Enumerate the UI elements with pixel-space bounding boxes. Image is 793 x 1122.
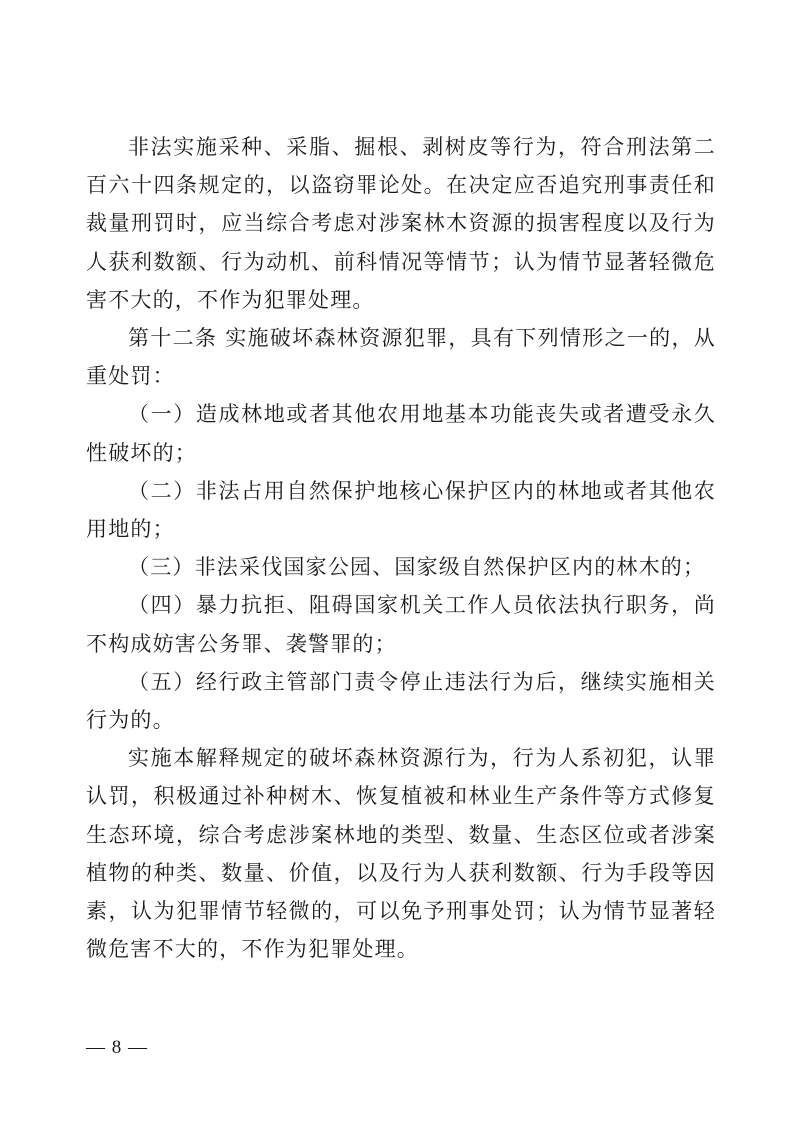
list-item-2: （二）非法占用自然保护地核心保护区内的林地或者其他农用地的；	[86, 478, 716, 542]
list-item-5: （五）经行政主管部门责令停止违法行为后，继续实施相关行为的。	[86, 669, 716, 733]
document-body	[86, 128, 716, 968]
paragraph-exemption: 实施本解释规定的破坏森林资源行为，行为人系初犯，认罪认罚，积极通过补种树木、恢复植被和林业生产条件等方式修复生态环境，综合考虑涉案林地的类型、数量、生态区位或者涉案植物的种类、数量、价值，以及行为人获利数额、行为手段等因素，认为犯罪情节轻微的，可以免予刑事处罚；认为情节显著轻微危害不大的，不作为犯罪处理。	[86, 746, 716, 962]
paragraph-theft-provision: 非法实施采种、采脂、掘根、剥树皮等行为，符合刑法第二百六十四条规定的，以盗窃罪论处。在决定应否追究刑事责任和裁量刑罚时，应当综合考虑对涉案林木资源的损害程度以及行为人获利数额、行为动机、前科情况等情节；认为情节显著轻微危害不大的，不作为犯罪处理。	[86, 135, 716, 312]
list-item-4: （四）暴力抗拒、阻碍国家机关工作人员依法执行职务，尚不构成妨害公务罪、袭警罪的；	[86, 593, 716, 656]
paragraph-article-12: 第十二条 实施破坏森林资源犯罪，具有下列情形之一的，从重处罚：	[86, 326, 716, 389]
page-number: — 8 —	[86, 1037, 148, 1058]
list-item-1: （一）造成林地或者其他农用地基本功能丧失或者遭受永久性破坏的；	[86, 402, 716, 465]
list-item-3: （三）非法采伐国家公园、国家级自然保护区内的林木的；	[128, 555, 706, 580]
